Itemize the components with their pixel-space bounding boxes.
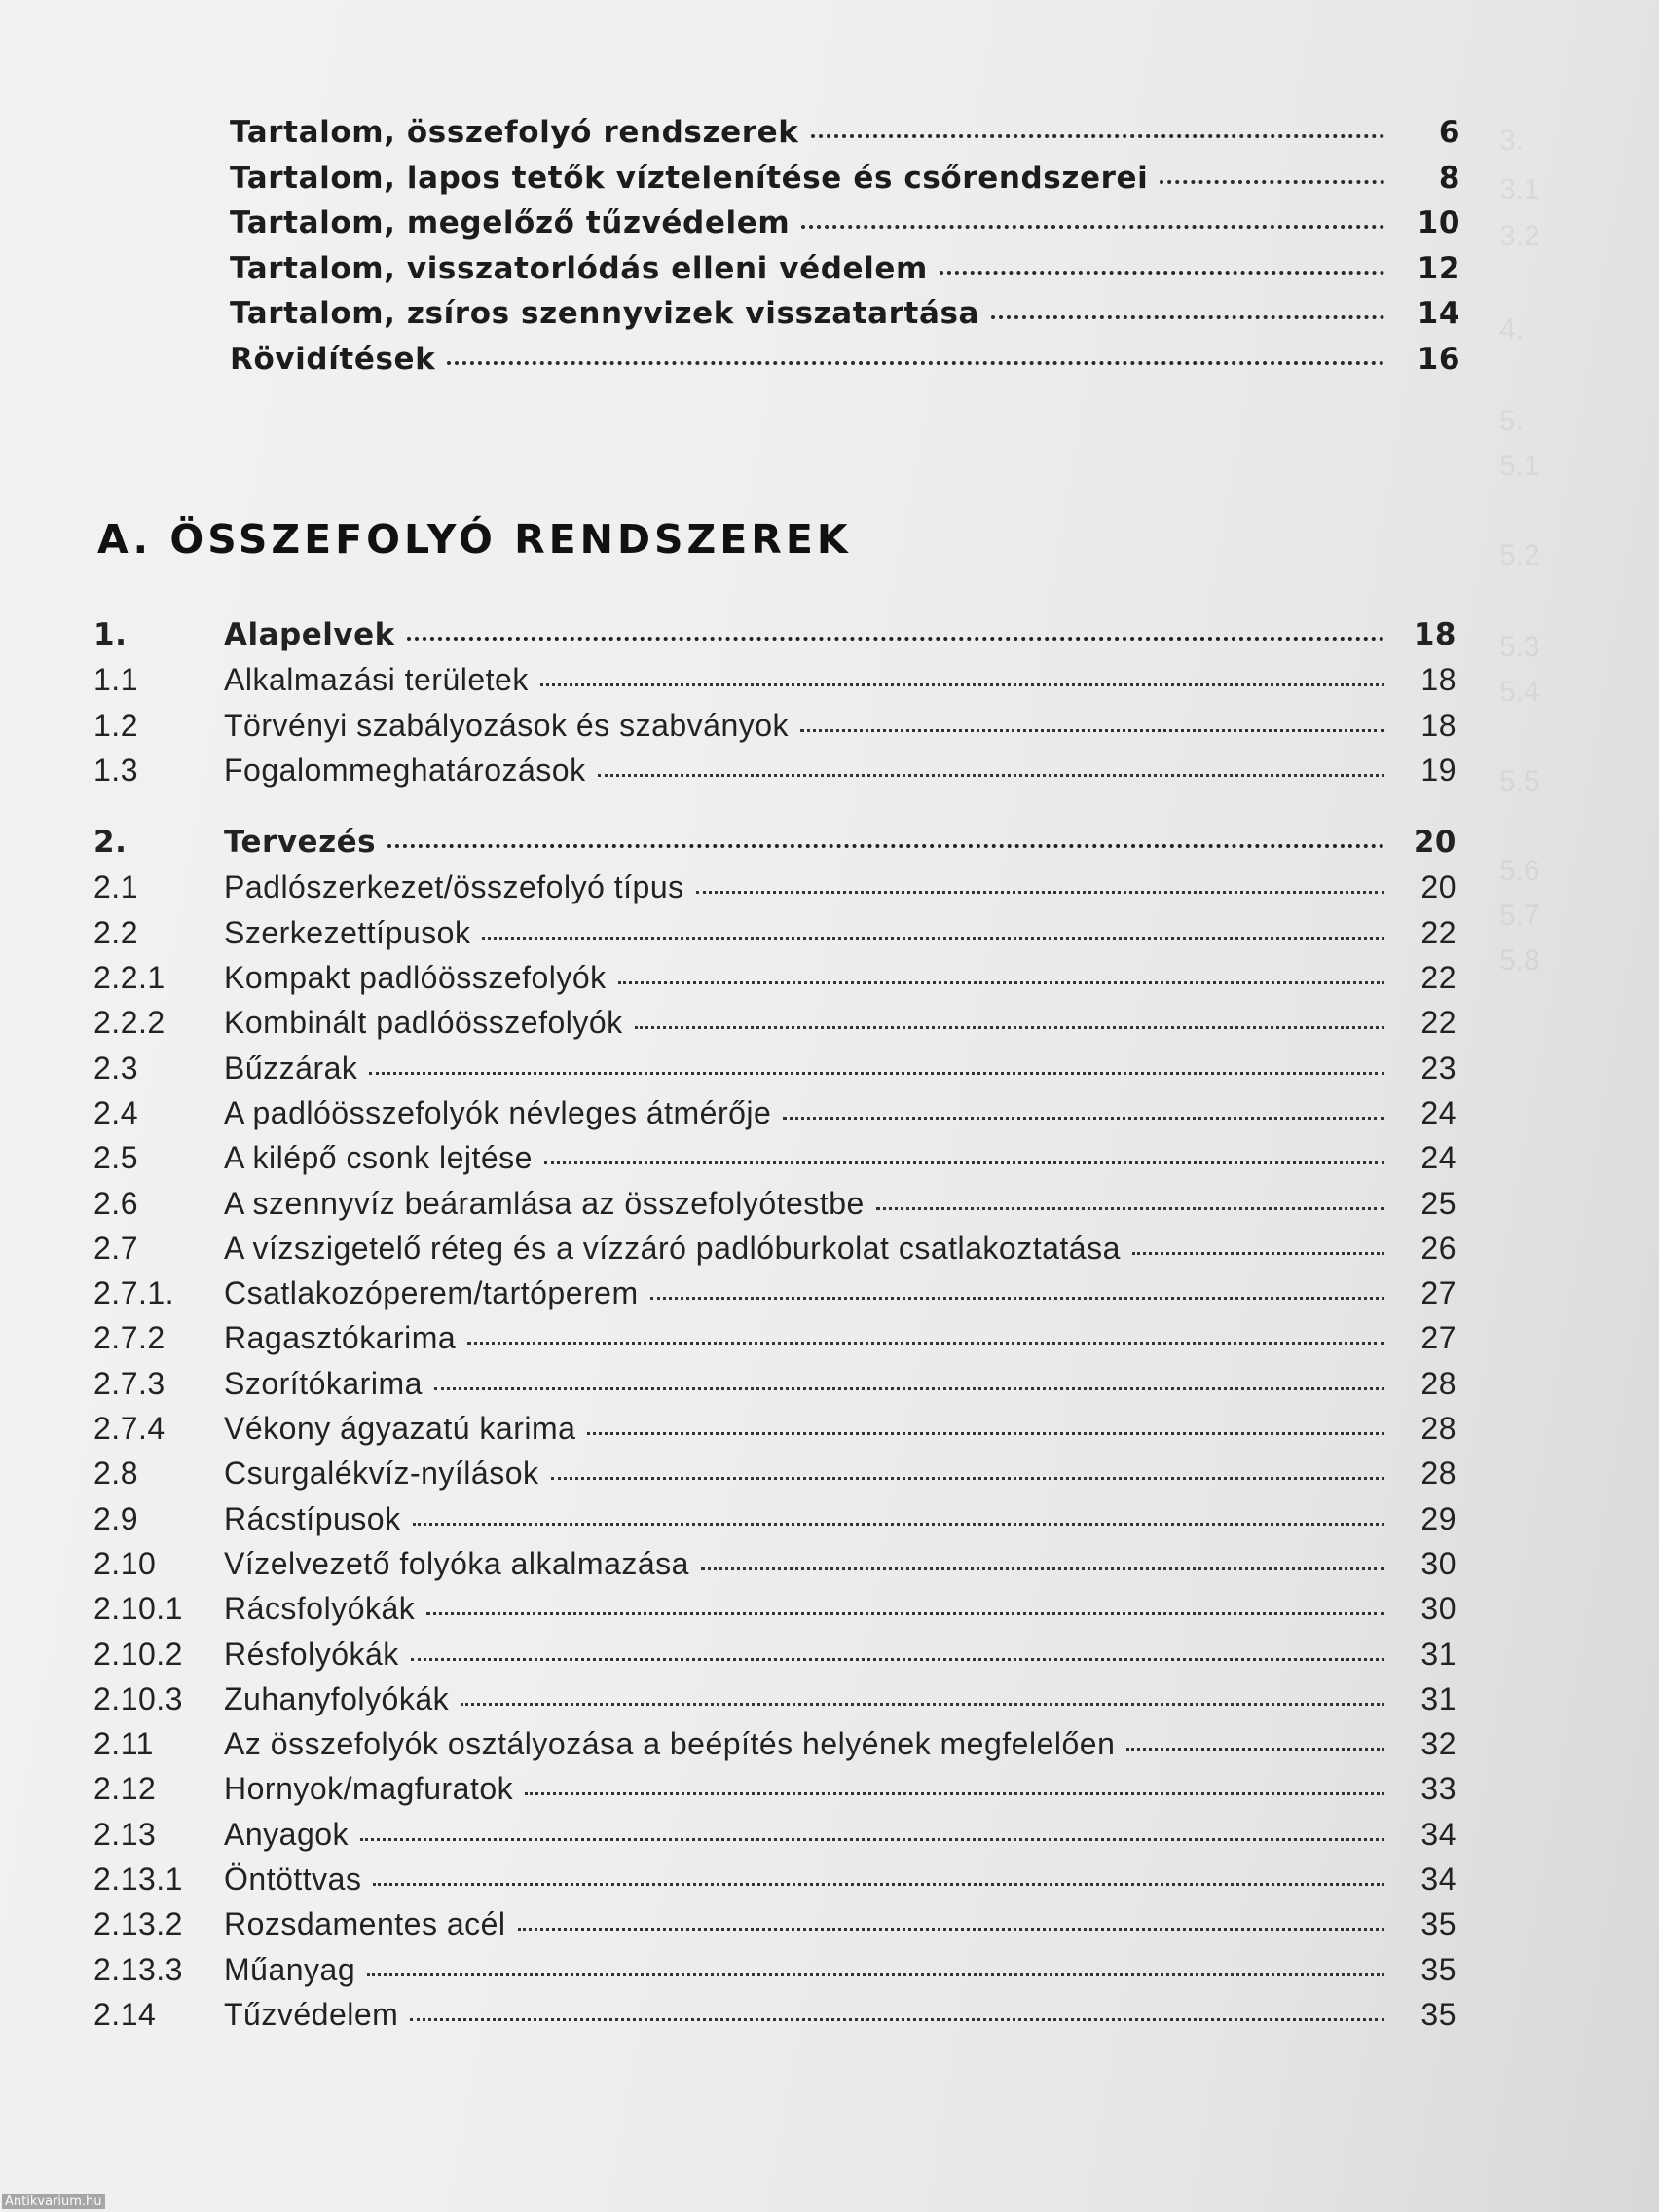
dot-leader [940, 271, 1384, 275]
toc-entry-number: 2.13 [93, 1816, 157, 1852]
toc-entry-title: Ragasztókarima [224, 1320, 457, 1356]
toc-entry[interactable] [93, 1186, 1456, 1231]
toc-entry-number: 2.3 [93, 1050, 138, 1086]
toc-entry-title: A vízszigetelő réteg és a vízzáró padlóburkolat csatlakoztatása [224, 1230, 1121, 1266]
table-of-contents [93, 617, 1456, 2042]
toc-entry-title: Fogalommeghatározások [224, 752, 586, 788]
toc-entry-page: 24 [1420, 1140, 1456, 1176]
toc-entry-number: 2.10.3 [93, 1680, 183, 1716]
toc-entry-title: Bűzzárak [224, 1050, 358, 1086]
toc-entry[interactable] [93, 1817, 1456, 1862]
toc-entry-page: 30 [1420, 1591, 1456, 1627]
toc-entry[interactable] [93, 960, 1456, 1005]
dot-leader [482, 937, 1384, 940]
toc-entry-page: 31 [1420, 1680, 1456, 1716]
toc-entry[interactable] [93, 1366, 1456, 1411]
toc-entry-page: 34 [1420, 1816, 1456, 1852]
intro-entry-title: Tartalom, zsíros szennyvizek visszatartása [230, 296, 980, 331]
toc-entry-number: 2.10.2 [93, 1636, 183, 1672]
intro-entry[interactable] [230, 342, 1460, 387]
dot-leader [551, 1477, 1385, 1480]
toc-entry-number: 2.1 [93, 869, 138, 905]
dot-leader [587, 1432, 1384, 1435]
toc-entry[interactable] [93, 662, 1456, 707]
toc-entry-title: Csatlakozóperem/tartóperem [224, 1275, 639, 1311]
dot-leader [800, 729, 1384, 732]
toc-entry-title: Alapelvek [224, 617, 395, 652]
toc-entry-page: 28 [1420, 1365, 1456, 1401]
toc-entry-number: 2.8 [93, 1456, 138, 1492]
dot-leader [447, 361, 1384, 365]
toc-entry-page: 31 [1420, 1636, 1456, 1672]
toc-entry-number: 2.2.2 [93, 1005, 166, 1041]
section-title: A. ÖSSZEFOLYÓ RENDSZEREK [97, 516, 852, 563]
toc-entry[interactable] [93, 753, 1456, 797]
dot-leader [811, 134, 1385, 138]
toc-entry-number: 2.7.1. [93, 1275, 175, 1311]
dot-leader [1160, 180, 1384, 184]
toc-entry-title: Résfolyókák [224, 1636, 399, 1672]
toc-entry-number: 2.7.3 [93, 1365, 166, 1401]
dot-leader [618, 981, 1384, 984]
toc-entry-title: Kompakt padlóösszefolyók [224, 960, 607, 996]
dot-leader [410, 2018, 1384, 2021]
intro-entry[interactable] [230, 296, 1460, 342]
toc-entry-page: 22 [1420, 1005, 1456, 1041]
toc-entry[interactable] [93, 1546, 1456, 1591]
toc-entry-number: 2.5 [93, 1140, 138, 1176]
toc-entry-page: 20 [1413, 825, 1456, 861]
toc-entry-title: Rozsdamentes acél [224, 1906, 506, 1942]
toc-entry-page: 27 [1420, 1275, 1456, 1311]
toc-entry-title: Kombinált padlóösszefolyók [224, 1005, 623, 1041]
toc-entry-page: 30 [1420, 1545, 1456, 1581]
toc-entry-page: 18 [1413, 617, 1456, 652]
dot-leader [518, 1928, 1384, 1931]
toc-entry[interactable] [93, 825, 1456, 869]
dot-leader [426, 1612, 1384, 1615]
toc-entry-page: 28 [1420, 1456, 1456, 1492]
bleed-through-text: 3. 3.1 3.2 4. 5. 5.1 5.2 5.3 5.4 5.5 5.6 5.7 5.8 [1499, 125, 1540, 977]
intro-entry-page: 12 [1417, 250, 1460, 286]
toc-entry-page: 35 [1420, 1996, 1456, 2032]
toc-entry-title: A kilépő csonk lejtése [224, 1140, 533, 1176]
toc-entry-number: 2.10 [93, 1545, 157, 1581]
toc-entry-number: 1. [93, 617, 128, 652]
dot-leader [1132, 1252, 1384, 1255]
toc-entry-title: Rácsfolyókák [224, 1591, 416, 1627]
toc-entry-page: 26 [1420, 1230, 1456, 1266]
toc-entry-page: 27 [1420, 1320, 1456, 1356]
toc-entry-page: 18 [1420, 707, 1456, 743]
toc-entry-page: 22 [1420, 960, 1456, 996]
toc-entry-title: Csurgalékvíz-nyílások [224, 1456, 539, 1492]
toc-entry-title: Szorítókarima [224, 1365, 423, 1401]
toc-entry-title: Műanyag [224, 1951, 356, 1987]
intro-entry-title: Tartalom, visszatorlódás elleni védelem [230, 250, 928, 286]
toc-entry-number: 2.4 [93, 1094, 138, 1130]
toc-entry-number: 2.7.2 [93, 1320, 166, 1356]
toc-entry-page: 24 [1420, 1094, 1456, 1130]
toc-entry-title: Öntöttvas [224, 1862, 362, 1898]
dot-leader [801, 225, 1384, 229]
toc-entry-title: Törvényi szabályozások és szabványok [224, 707, 790, 743]
dot-leader [367, 1973, 1384, 1976]
dot-leader [461, 1703, 1384, 1706]
intro-entry[interactable] [230, 115, 1460, 161]
toc-entry-page: 34 [1420, 1862, 1456, 1898]
dot-leader [525, 1792, 1384, 1795]
toc-entry-page: 18 [1420, 662, 1456, 698]
intro-entry[interactable] [230, 205, 1460, 251]
toc-entry-page: 32 [1420, 1726, 1456, 1762]
toc-entry-title: Anyagok [224, 1816, 350, 1852]
toc-entry-number: 2.10.1 [93, 1591, 183, 1627]
toc-entry[interactable] [93, 1501, 1456, 1546]
dot-leader [540, 683, 1384, 686]
toc-entry-page: 22 [1420, 914, 1456, 950]
toc-entry-title: Zuhanyfolyókák [224, 1680, 450, 1716]
intro-entry-page: 14 [1417, 296, 1460, 331]
toc-entry[interactable] [93, 1275, 1456, 1320]
toc-entry-title: Hornyok/magfuratok [224, 1771, 514, 1807]
toc-entry-page: 20 [1420, 869, 1456, 905]
toc-entry[interactable] [93, 1997, 1456, 2042]
toc-entry[interactable] [93, 617, 1456, 662]
toc-entry-page: 33 [1420, 1771, 1456, 1807]
toc-entry-number: 2.7.4 [93, 1411, 166, 1447]
toc-entry[interactable] [93, 1681, 1456, 1726]
dot-leader [387, 844, 1384, 848]
dot-leader [411, 1658, 1384, 1661]
toc-entry[interactable] [93, 869, 1456, 914]
dot-leader [544, 1161, 1384, 1164]
toc-entry-title: Az összefolyók osztályozása a beépítés helyének megfelelően [224, 1726, 1116, 1762]
toc-entry[interactable] [93, 1637, 1456, 1681]
toc-entry[interactable] [93, 1231, 1456, 1275]
intro-contents-list [230, 115, 1460, 387]
toc-entry-number: 1.1 [93, 662, 138, 698]
toc-entry-number: 2.9 [93, 1500, 138, 1536]
dot-leader [598, 774, 1384, 777]
dot-leader [635, 1026, 1384, 1029]
toc-entry-number: 2.11 [93, 1726, 154, 1762]
intro-entry-page: 8 [1438, 160, 1460, 196]
toc-entry[interactable] [93, 1095, 1456, 1140]
dot-leader [413, 1523, 1384, 1526]
intro-entry-page: 16 [1417, 341, 1460, 377]
dot-leader [701, 1567, 1384, 1570]
intro-entry-title: Rövidítések [230, 341, 436, 377]
toc-entry-title: A szennyvíz beáramlása az összefolyótestbe [224, 1185, 865, 1221]
dot-leader [373, 1883, 1384, 1886]
toc-entry-number: 2. [93, 825, 128, 861]
toc-entry-title: Vékony ágyazatú karima [224, 1411, 576, 1447]
toc-entry[interactable] [93, 1140, 1456, 1185]
toc-entry[interactable] [93, 1051, 1456, 1095]
dot-leader [434, 1387, 1384, 1390]
dot-leader [369, 1072, 1384, 1075]
toc-entry-title: Alkalmazási területek [224, 662, 529, 698]
toc-entry-number: 2.13.3 [93, 1951, 183, 1987]
intro-entry[interactable] [230, 161, 1460, 206]
toc-entry-page: 35 [1420, 1906, 1456, 1942]
toc-entry-page: 25 [1420, 1185, 1456, 1221]
toc-entry[interactable] [93, 1591, 1456, 1636]
dot-leader [991, 315, 1384, 319]
toc-entry-page: 19 [1420, 752, 1456, 788]
toc-entry-number: 2.14 [93, 1996, 157, 2032]
toc-entry-number: 2.12 [93, 1771, 157, 1807]
toc-entry-page: 29 [1420, 1500, 1456, 1536]
toc-entry[interactable] [93, 1456, 1456, 1500]
intro-entry-title: Tartalom, összefolyó rendszerek [230, 115, 799, 150]
toc-entry-page: 28 [1420, 1411, 1456, 1447]
toc-entry-title: A padlóösszefolyók névleges átmérője [224, 1094, 772, 1130]
dot-leader [783, 1117, 1384, 1120]
toc-entry-title: Rácstípusok [224, 1500, 401, 1536]
toc-entry[interactable] [93, 1906, 1456, 1951]
dot-leader [467, 1342, 1384, 1345]
toc-entry[interactable] [93, 1005, 1456, 1050]
dot-leader [876, 1207, 1384, 1210]
dot-leader [650, 1297, 1384, 1300]
dot-leader [696, 891, 1384, 894]
toc-entry[interactable] [93, 1862, 1456, 1906]
toc-entry[interactable] [93, 708, 1456, 753]
intro-entry[interactable] [230, 251, 1460, 297]
toc-entry-number: 2.2.1 [93, 960, 166, 996]
intro-entry-page: 6 [1438, 115, 1460, 150]
toc-entry-title: Padlószerkezet/összefolyó típus [224, 869, 684, 905]
toc-entry-page: 35 [1420, 1951, 1456, 1987]
toc-entry-number: 2.2 [93, 914, 138, 950]
toc-entry[interactable] [93, 915, 1456, 960]
dot-leader [360, 1838, 1384, 1841]
toc-entry-title: Tűzvédelem [224, 1996, 399, 2032]
toc-entry-number: 2.6 [93, 1185, 138, 1221]
intro-entry-page: 10 [1417, 205, 1460, 240]
toc-entry[interactable] [93, 1411, 1456, 1456]
intro-entry-title: Tartalom, megelőző tűzvédelem [230, 205, 791, 240]
toc-entry-number: 2.7 [93, 1230, 138, 1266]
toc-entry-number: 2.13.1 [93, 1862, 183, 1898]
toc-entry[interactable] [93, 1952, 1456, 1997]
watermark: Antikvarium.hu [2, 2194, 105, 2209]
toc-entry-number: 1.3 [93, 752, 138, 788]
toc-entry-page: 23 [1420, 1050, 1456, 1086]
toc-entry-number: 2.13.2 [93, 1906, 183, 1942]
toc-entry[interactable] [93, 1771, 1456, 1816]
toc-entry-title: Szerkezettípusok [224, 914, 471, 950]
toc-entry-number: 1.2 [93, 707, 138, 743]
dot-leader [1126, 1748, 1384, 1751]
dot-leader [407, 637, 1384, 641]
toc-entry[interactable] [93, 1320, 1456, 1365]
toc-entry-title: Tervezés [224, 825, 377, 861]
toc-entry-title: Vízelvezető folyóka alkalmazása [224, 1545, 689, 1581]
toc-entry[interactable] [93, 1726, 1456, 1771]
intro-entry-title: Tartalom, lapos tetők víztelenítése és csőrendszerei [230, 160, 1149, 196]
